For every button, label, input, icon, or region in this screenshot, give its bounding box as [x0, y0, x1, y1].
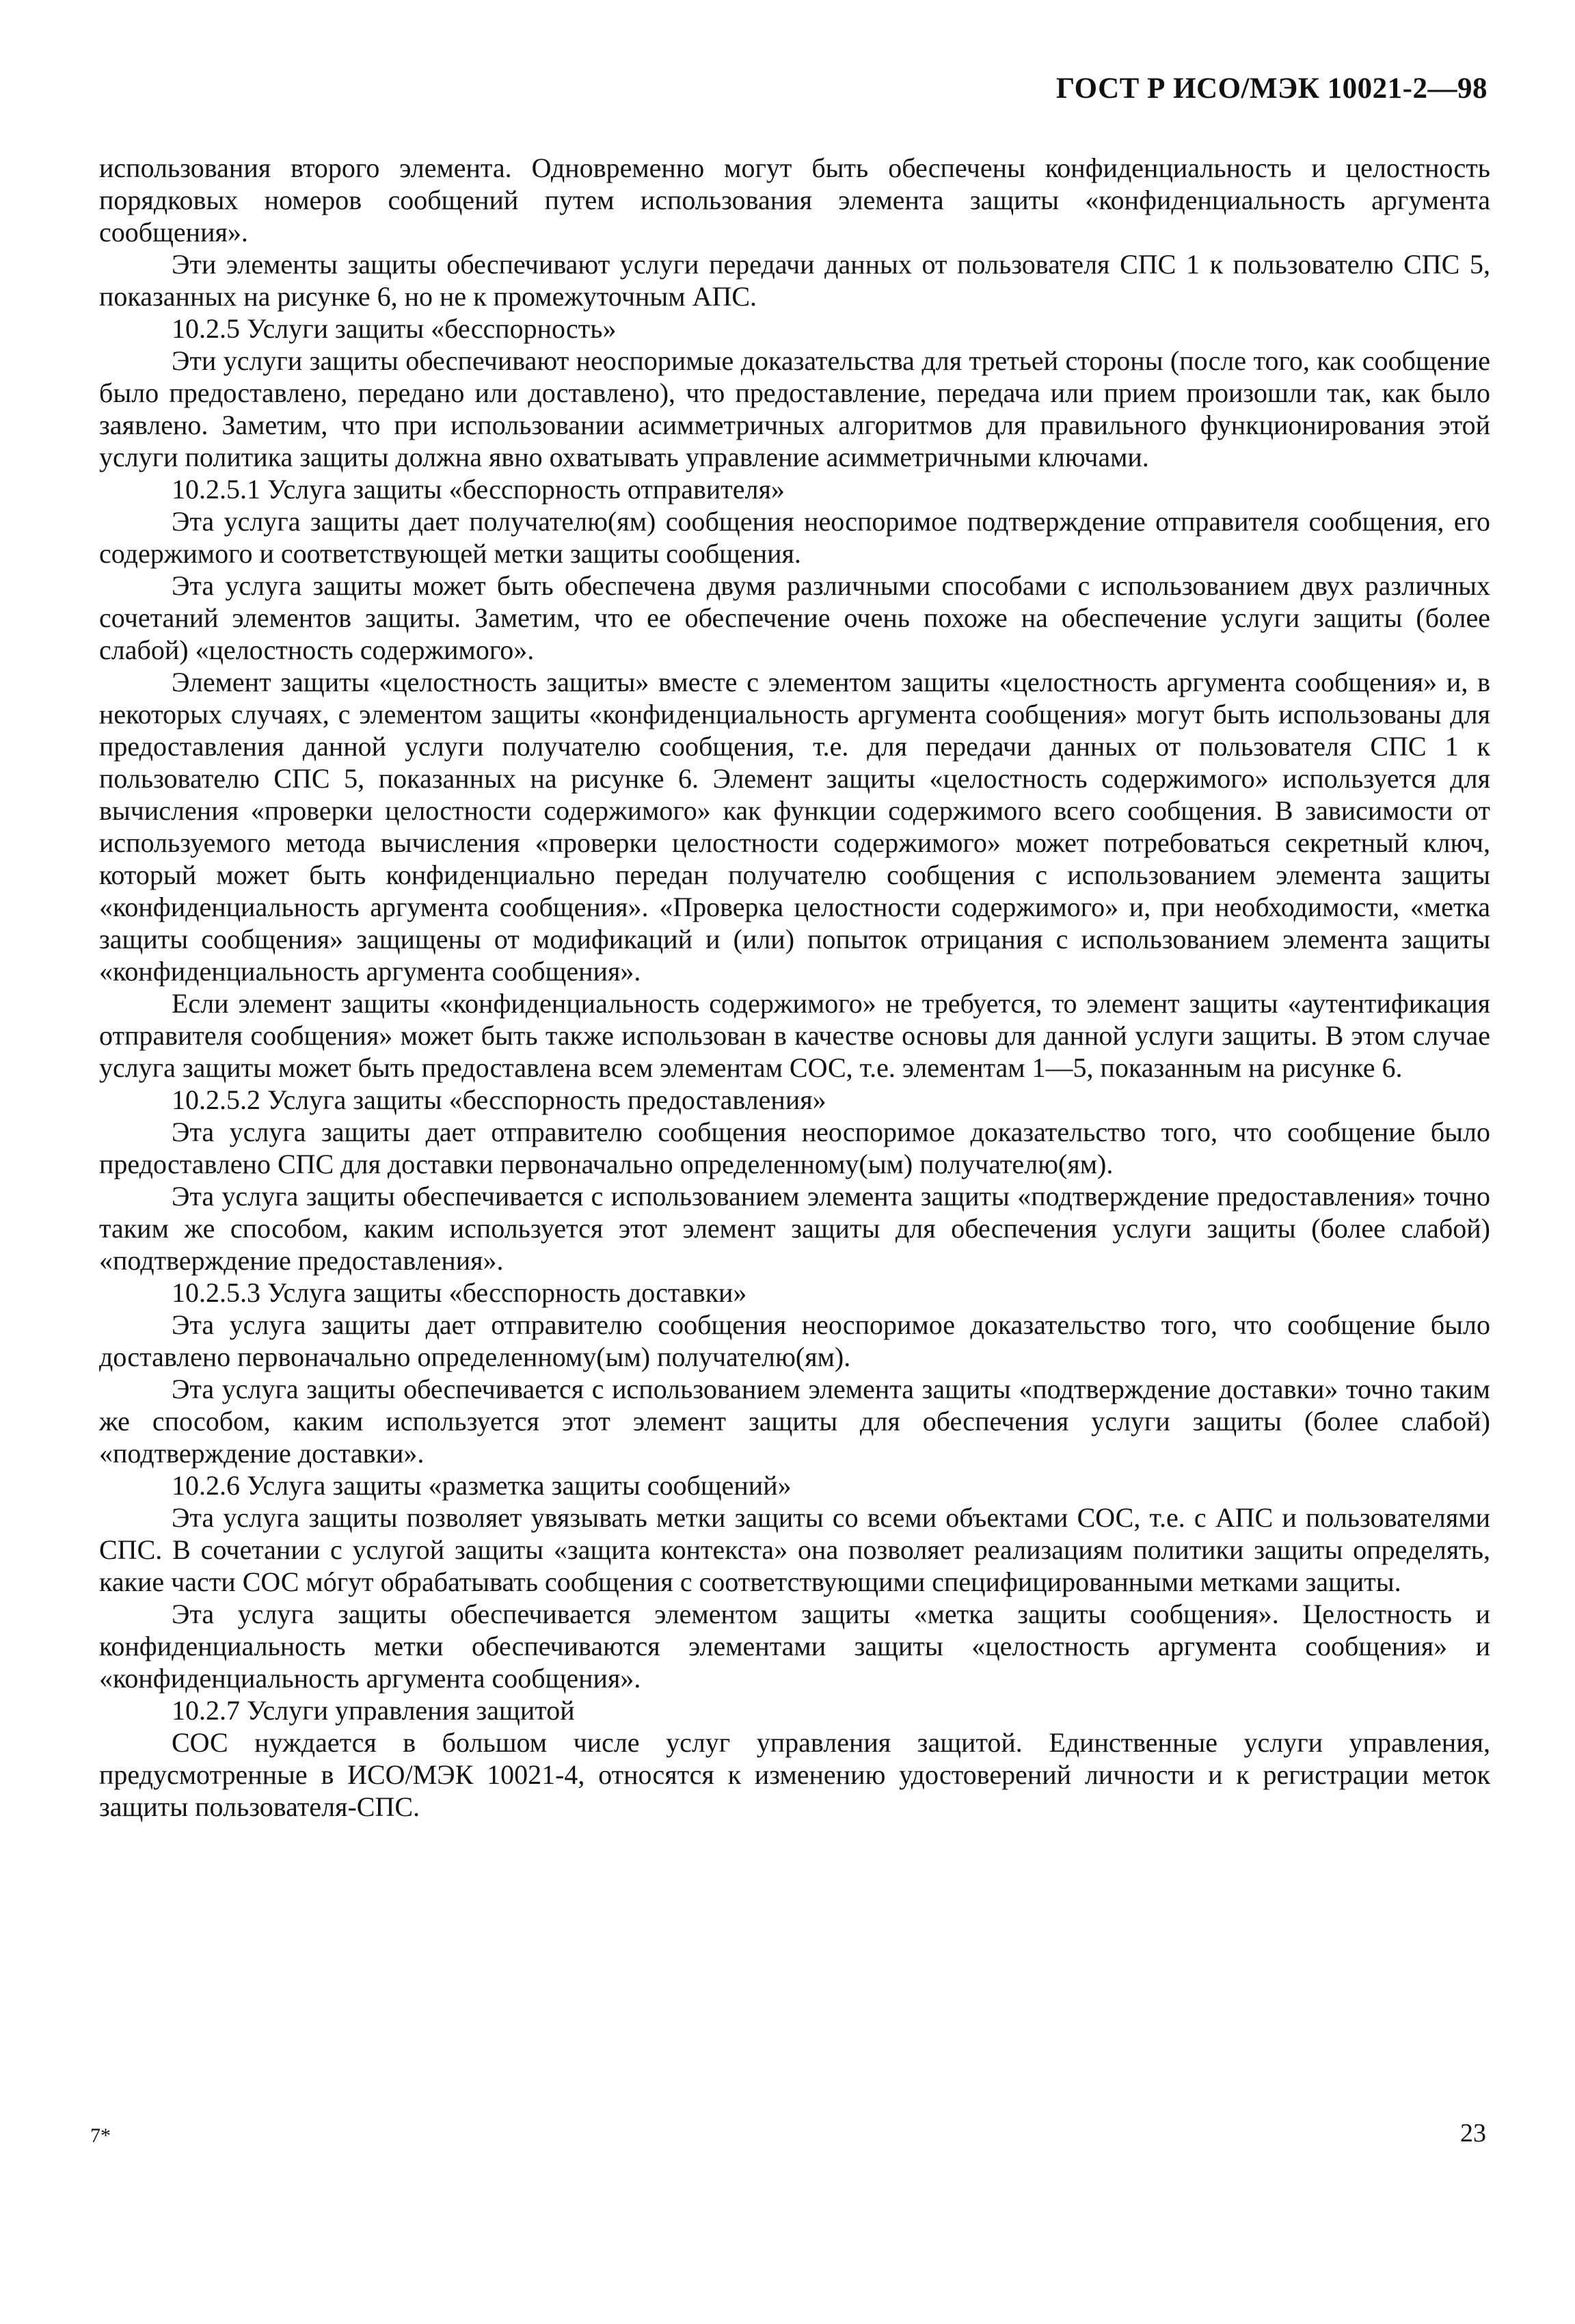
paragraph: Эта услуга защиты обеспечивается элементом защиты «метка защиты сообщения». Целостность и конфиденциальность метки обеспечиваются элементами защиты «целостность аргумента сообщения» и «конфиденциальность аргумента сообщения».	[99, 1599, 1490, 1694]
paragraph: Эти элементы защиты обеспечивают услуги передачи данных от пользователя СПС 1 к пользователю СПС 5, показанных на рисунке 6, но не к промежуточным АПС.	[99, 249, 1490, 312]
page-number: 23	[1460, 2119, 1486, 2148]
body-text	[99, 152, 1490, 1823]
paragraph: Эта услуга защиты дает получателю(ям) сообщения неоспоримое подтверждение отправителя сообщения, его содержимого и соответствующей метки защиты сообщения.	[99, 506, 1490, 569]
paragraph: Если элемент защиты «конфиденциальность содержимого» не требуется, то элемент защиты «аутентификация отправителя сообщения» может быть также использован в качестве основы для данной услуги защиты. В этом случае услуга защиты может быть предоставлена всем элементам СОС, т.е. элементам 1—5, показанным на рисунке 6.	[99, 988, 1490, 1083]
paragraph: Эта услуга защиты позволяет увязывать метки защиты со всеми объектами СОС, т.е. с АПС и пользователями СПС. В сочетании с услугой защиты «защита контекста» она позволяет реализациям политики защиты определять, какие части СОС мóгут обрабатывать сообщения с соответствующими специфицированными метками защиты.	[99, 1502, 1490, 1597]
section-heading: 10.2.5.1 Услуга защиты «бесспорность отправителя»	[172, 474, 785, 505]
paragraph: СОС нуждается в большом числе услуг управления защитой. Единственные услуги управления, предусмотренные в ИСО/МЭК 10021-4, относятся к изменению удостоверений личности и к регистрации меток защиты пользователя-СПС.	[99, 1727, 1490, 1822]
paragraph: Эта услуга защиты обеспечивается с использованием элемента защиты «подтверждение предоставления» точно таким же способом, каким используется этот элемент защиты для обеспечения услуги защиты (более слабой) «подтверждение предоставления».	[99, 1181, 1490, 1276]
section-heading: 10.2.5.3 Услуга защиты «бесспорность доставки»	[172, 1277, 747, 1308]
paragraph: Эти услуги защиты обеспечивают неоспоримые доказательства для третьей стороны (после того, как сообщение было предоставлено, передано или доставлено), что предоставление, передача или прием произошли так, как было заявлено. Заметим, что при использовании асимметричных алгоритмов для правильного функционирования этой услуги политика защиты должна явно охватывать управление асимметричными ключами.	[99, 345, 1490, 472]
paragraph: Эта услуга защиты дает отправителю сообщения неоспоримое доказательство того, что сообщение было предоставлено СПС для доставки первоначально определенному(ым) получателю(ям).	[99, 1117, 1490, 1179]
footer-mark: 7*	[90, 2124, 111, 2147]
section-heading: 10.2.7 Услуги управления защитой	[172, 1695, 575, 1726]
section-heading: 10.2.5 Услуги защиты «бесспорность»	[172, 313, 617, 344]
standard-code: ГОСТ Р ИСО/МЭК 10021-2—98	[1055, 72, 1488, 105]
paragraph: Эта услуга защиты дает отправителю сообщения неоспоримое доказательство того, что сообщение было доставлено первоначально определенному(ым) получателю(ям).	[99, 1309, 1490, 1372]
section-heading: 10.2.5.2 Услуга защиты «бесспорность предоставления»	[172, 1084, 826, 1115]
paragraph: Эта услуга защиты обеспечивается с использованием элемента защиты «подтверждение доставки» точно таким же способом, каким используется этот элемент защиты для обеспечения услуги защиты (более слабой) «подтверждение доставки».	[99, 1374, 1490, 1469]
section-heading: 10.2.6 Услуга защиты «разметка защиты сообщений»	[172, 1470, 792, 1501]
paragraph: Эта услуга защиты может быть обеспечена двумя различными способами с использованием двух различных сочетаний элементов защиты. Заметим, что ее обеспечение очень похоже на обеспечение услуги защиты (более слабой) «целостность содержимого».	[99, 570, 1490, 665]
paragraph: использования второго элемента. Одновременно могут быть обеспечены конфиденциальность и целостность порядковых номеров сообщений путем использования элемента защиты «конфиденциальность аргумента сообщения».	[99, 152, 1490, 248]
paragraph: Элемент защиты «целостность защиты» вместе с элементом защиты «целостность аргумента сообщения» и, в некоторых случаях, с элементом защиты «конфиденциальность аргумента сообщения» могут быть использованы для предоставления данной услуги получателю сообщения, т.е. для передачи данных от пользователя СПС 1 к пользователю СПС 5, показанных на рисунке 6. Элемент защиты «целостность содержимого» используется для вычисления «проверки целостности содержимого» как функции содержимого всего сообщения. В зависимости от используемого метода вычисления «проверки целостности содержимого» может потребоваться секретный ключ, который может быть конфиденциально передан получателю сообщения с использованием элемента защиты «конфиденциальность аргумента сообщения». «Проверка целостности содержимого» и, при необходимости, «метка защиты сообщения» защищены от модификаций и (или) попыток отрицания с использованием элемента защиты «конфиденциальность аргумента сообщения».	[99, 667, 1490, 987]
